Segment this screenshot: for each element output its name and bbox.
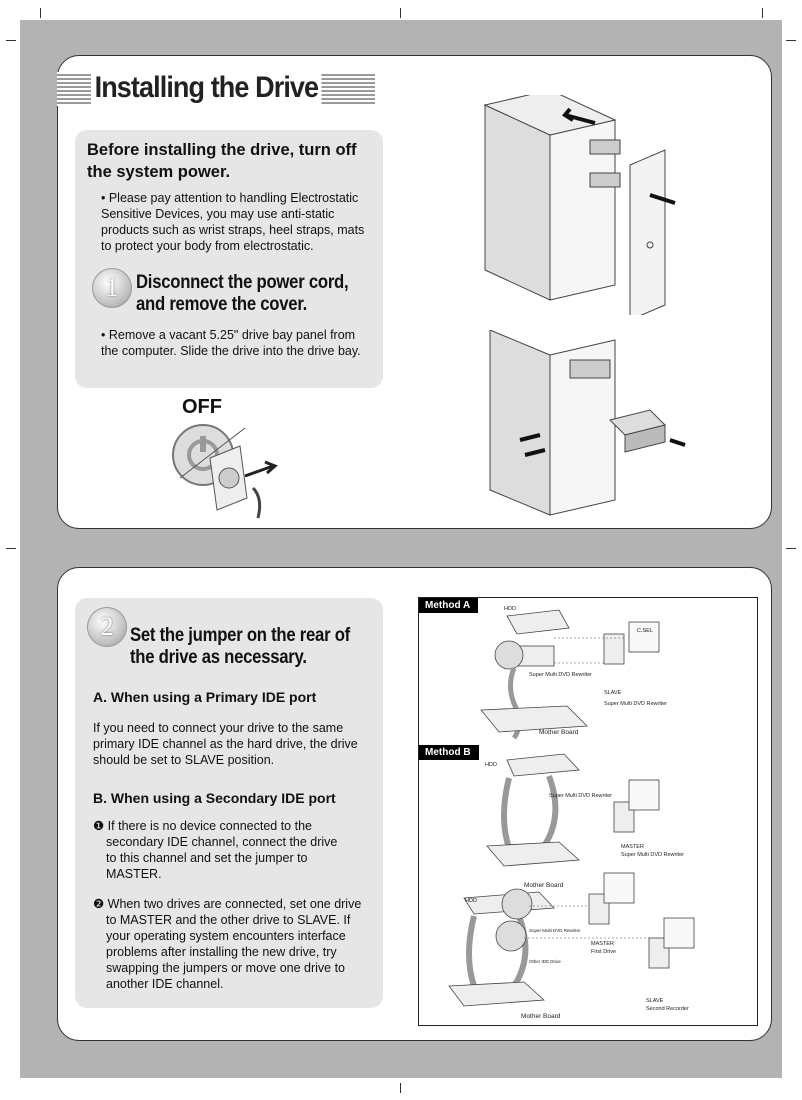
crop-mark (786, 548, 796, 549)
mother-board-label: Mother Board (524, 882, 564, 889)
mother-board-label: Mother Board (521, 1013, 561, 1020)
page-title-text: Installing the Drive (91, 71, 322, 105)
slave-label: SLAVE (646, 998, 664, 1004)
csel-label: C.SEL (637, 628, 653, 634)
crop-mark (6, 548, 16, 549)
crop-mark (400, 1083, 401, 1093)
step-2-heading-line2: the drive as necessary. (130, 647, 307, 668)
power-off-heading: Before installing the drive, turn off the system power. (87, 141, 357, 181)
page-title (57, 72, 375, 106)
rewriter-label: Super Multi DVD Rewriter (621, 852, 684, 858)
crop-mark (762, 8, 763, 18)
rewriter-label: Super Multi DVD Rewriter (529, 928, 581, 933)
step-1-badge: 1 (92, 268, 132, 308)
drive-insertion-illustration (480, 330, 720, 520)
mother-board-label: Mother Board (539, 729, 579, 736)
primary-ide-heading: A. When using a Primary IDE port (93, 689, 317, 705)
step-1-heading-line1: Disconnect the power cord, (136, 272, 349, 293)
hdd-label: HDD (465, 898, 477, 904)
step-1-heading (136, 272, 382, 316)
slave-label: SLAVE (604, 690, 622, 696)
power-off-illustration (165, 418, 285, 523)
master-label: MASTER (591, 941, 614, 947)
step-2-badge: 2 (87, 607, 127, 647)
secondary-ide-item-2: ❷ When two drives are connected, set one drive to MASTER and the other drive to SLAVE. If your operating system encounters interface problems after installing the new drive, try swapping the jumpers or move one drive to another IDE channel. (93, 897, 362, 991)
step-1-note: • Remove a vacant 5.25" drive bay panel from the computer. Slide the drive into the drive bay. (101, 328, 361, 358)
rewriter-label: Super Multi DVD Rewriter (529, 672, 592, 678)
crop-mark (400, 8, 401, 18)
esd-note: • Please pay attention to handling Electrostatic Sensitive Devices, you may use anti-static products such as wrist straps, heel straps, mats to protect your body from electrostatic. (101, 191, 365, 253)
crop-mark (786, 40, 796, 41)
method-b-label: Method B (419, 745, 479, 760)
pc-cover-removal-illustration (470, 95, 710, 315)
step-2-heading-line1: Set the jumper on the rear of (130, 625, 350, 646)
hdd-label: HDD (485, 762, 497, 768)
step-2-heading (130, 625, 376, 669)
other-ide-label: Other IDE Drive (529, 959, 561, 964)
master-label: MASTER (621, 844, 644, 850)
rewriter-label: Super Multi DVD Rewriter (549, 793, 612, 799)
crop-mark (6, 40, 16, 41)
jumper-diagram-drawing (419, 598, 759, 1027)
step-1-heading-line2: and remove the cover. (136, 294, 308, 315)
method-a-label: Method A (419, 598, 478, 613)
jumper-diagram (418, 597, 758, 1026)
rewriter-label: Super Multi DVD Rewriter (604, 701, 667, 707)
second-recorder-label: Second Recorder (646, 1006, 689, 1012)
off-label: OFF (182, 396, 222, 418)
secondary-ide-item-1: ❶ If there is no device connected to the secondary IDE channel, connect the drive to this channel and set the jumper to MASTER. (93, 819, 338, 881)
first-drive-label: First Drive (591, 949, 617, 955)
hdd-label: HDD (504, 606, 516, 612)
crop-mark (40, 8, 41, 18)
primary-ide-text: If you need to connect your drive to the same primary IDE channel as the hard drive, the drive should be set to SLAVE position. (93, 721, 358, 767)
secondary-ide-heading: B. When using a Secondary IDE port (93, 790, 336, 806)
